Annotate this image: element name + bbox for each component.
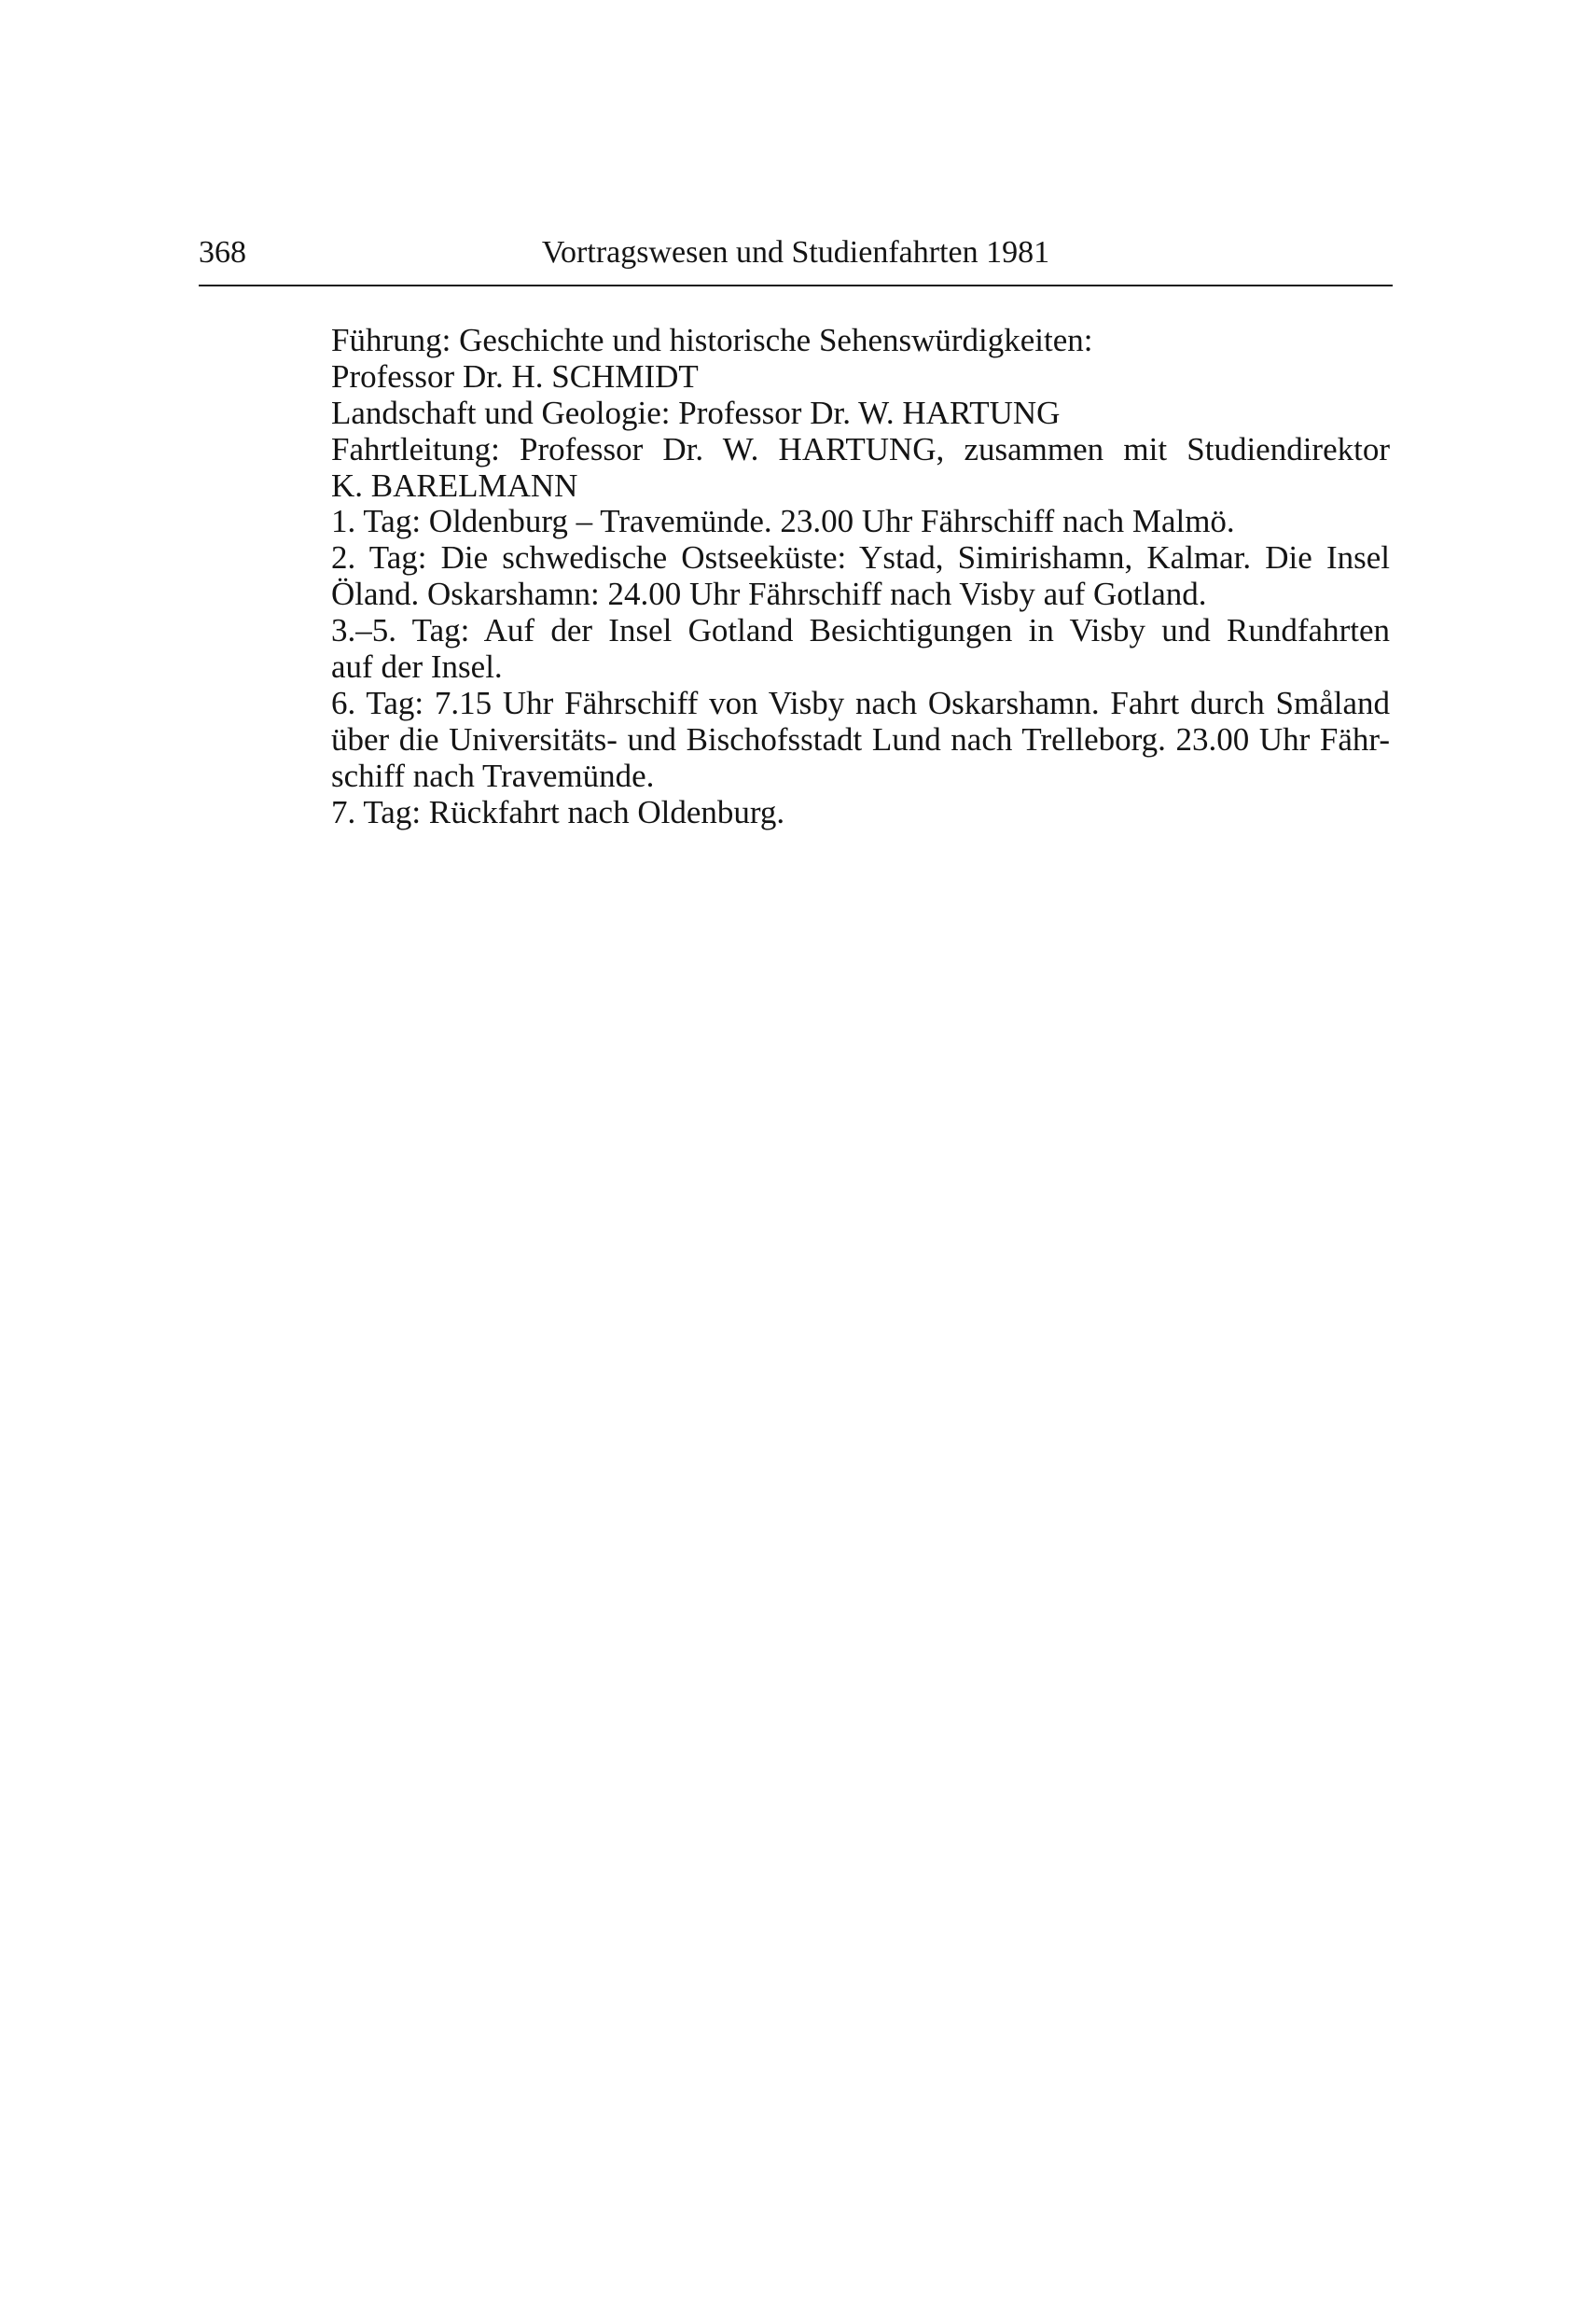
text-line: K. BARELMANN [331,467,578,504]
text-line: Führung: Geschichte und historische Sehenswürdigkeiten: [331,322,1093,358]
text-line: Öland. Oskarshamn: 24.00 Uhr Fährschiff nach Visby auf Gotland. [331,576,1207,613]
header-rule [199,285,1393,286]
itinerary-text [331,323,1390,830]
text-line: 1. Tag: Oldenburg – Travemünde. 23.00 Uhr Fährschiff nach Malmö. [331,503,1235,540]
text-line: 7. Tag: Rückfahrt nach Oldenburg. [331,793,785,830]
running-head [199,230,1393,276]
text-line: 3.–5. Tag: Auf der Insel Gotland Besichtigungen in Visby und Rundfahrten [331,612,1390,649]
text-line: über die Universitäts- und Bischofsstadt Lund nach Trelleborg. 23.00 Uhr Fähr- [331,720,1390,758]
page-number: 368 [199,235,246,270]
text-line: Fahrtleitung: Professor Dr. W. HARTUNG, zusammen mit Studiendirektor [331,430,1390,467]
running-title: Vortragswesen und Studienfahrten 1981 [541,235,1050,270]
text-line: 6. Tag: 7.15 Uhr Fährschiff von Visby nach Oskarshamn. Fahrt durch Småland [331,684,1390,721]
text-line: 2. Tag: Die schwedische Ostseeküste: Ystad, Simirishamn, Kalmar. Die Insel [331,539,1390,577]
text-line: schiff nach Travemünde. [331,757,655,794]
text-line: Landschaft und Geologie: Professor Dr. W. HARTUNG [331,394,1061,431]
text-line: Professor Dr. H. SCHMIDT [331,357,699,395]
text-line: auf der Insel. [331,648,503,686]
